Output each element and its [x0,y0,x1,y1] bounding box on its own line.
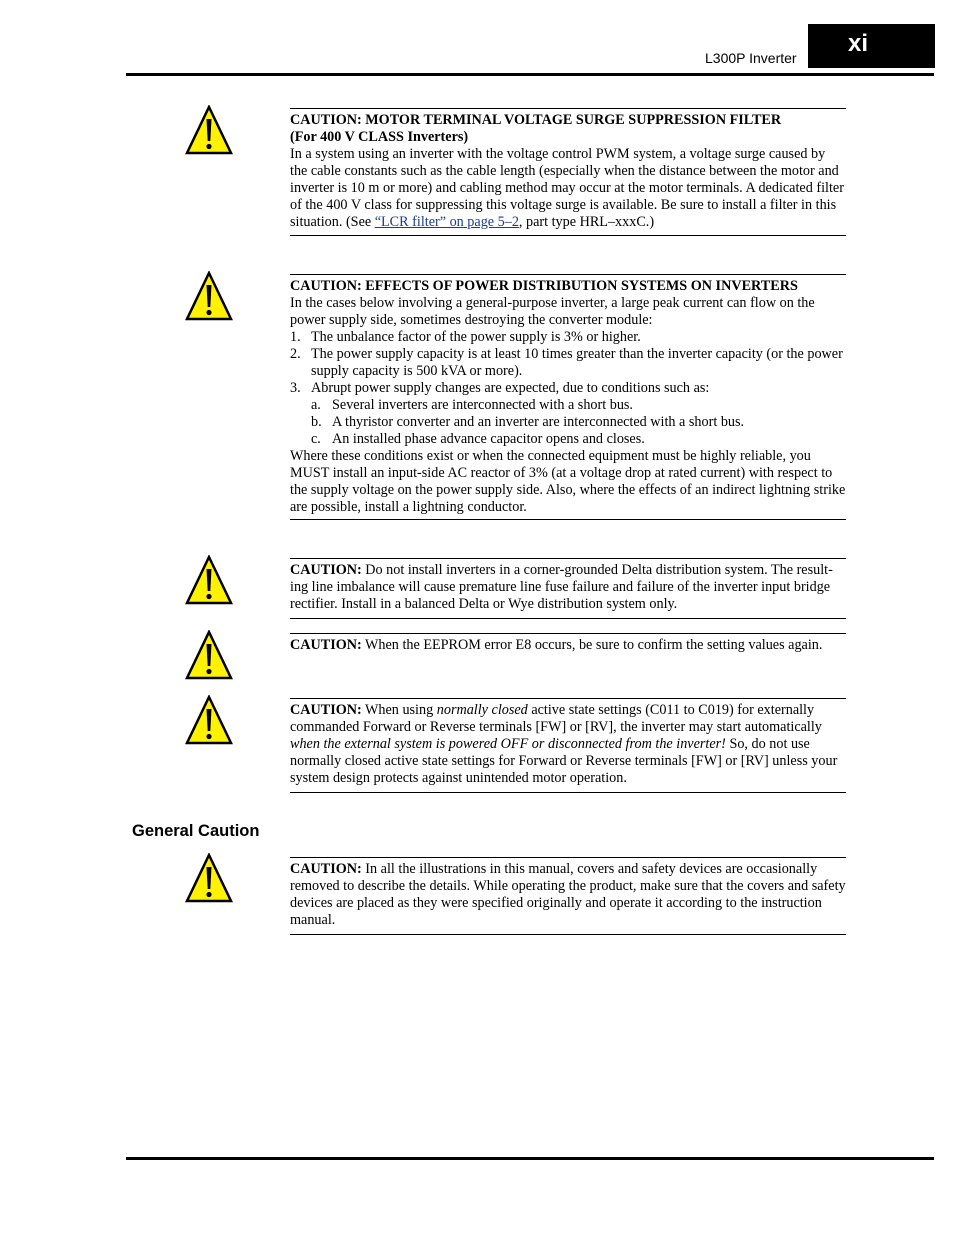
caution-label: CAUTION: [290,861,362,877]
warning-icon [185,695,233,745]
header-rule [126,73,934,76]
caution-subheading: (For 400 V CLASS Inverters) [290,129,469,145]
caution-text: Do not install inverters in a corner-grounded Delta distribution system. The result-ing line imbalance will cause premature line fuse failure and failure of the inverter input bridge rectifier. Install in a balanced Delta or Wye distribution system only. [290,562,833,612]
list-item: 3. Abrupt power supply changes are expected, due to conditions such as: [290,380,710,396]
caution-text: In all the illustrations in this manual, covers and safety devices are occasionally removed to describe the details. While operating the product, make sure that the covers and safety devices are placed as they were specified originally and operate it according to the instruction manual. [290,861,846,928]
caution-normally-closed: CAUTION: When using normally closed active state settings (C011 to C019) for externally commanded Forward or Reverse terminals [FW] or [RV], the inverter may start automatically when the external system is powered OFF or disconnected from the inverter! So, do not use normally closed active state settings for Forward or Reverse terminals [FW] or [RV] unless your system design protects against unintended motor operation. [290,698,846,793]
warning-icon [185,630,233,680]
sub-list-item: a. Several inverters are interconnected with a short bus. [311,397,633,413]
caution-general [290,857,846,935]
caution-delta-grounding [290,558,846,619]
page-number-tab: xi [808,24,935,68]
caution-surge-filter [290,108,846,236]
footer-rule [126,1157,934,1160]
caution-eeprom [290,633,846,661]
caution-heading: CAUTION: MOTOR TERMINAL VOLTAGE SURGE SUPPRESSION FILTER [290,112,782,128]
lcr-filter-link[interactable]: “LCR filter” on page 5–2 [374,214,519,230]
caution-outro: Where these conditions exist or when the connected equipment must be highly reliable, you MUST install an input-side AC reactor of 3% (at a voltage drop at rated current) with respect to the supply voltage on the power supply side. Also, where the effects of an indirect lightning strike are possible, install a lightning conductor. [290,448,846,515]
caution-text: When the EEPROM error E8 occurs, be sure to confirm the setting values again. [361,637,823,653]
warning-icon [185,853,233,903]
warning-icon [185,555,233,605]
caution-label: CAUTION: [290,702,362,718]
caution-label: CAUTION: [290,562,362,578]
caution-power-distribution [290,274,846,520]
caution-intro: In the cases below involving a general-purpose inverter, a large peak current can flow on the power supply side, sometimes destroying the converter module: [290,295,815,328]
caution-body: In a system using an inverter with the voltage control PWM system, a voltage surge caused by the cable constants such as the cable length (especially when the distance between the motor and inverter is 10 m or more) and cabling method may occur at the motor terminals. A dedicated filter of the 400 V class for suppressing this voltage surge is available. Be sure to install a filter in this situation. (See “LCR filter” on page 5–2, part type HRL–xxxC.) [290,146,844,230]
list-item: 2. The power supply capacity is at least 10 times greater than the inverter capacity (or the power supply capacity is 500 kVA or more). [290,346,843,379]
warning-icon [185,271,233,321]
sub-list-item: b. A thyristor converter and an inverter are interconnected with a short bus. [311,414,745,430]
warning-icon [185,105,233,155]
list-item: 1. The unbalance factor of the power supply is 3% or higher. [290,329,641,345]
sub-list-item: c. An installed phase advance capacitor opens and closes. [311,431,645,447]
caution-label: CAUTION: [290,637,362,653]
section-heading: General Caution [132,822,260,840]
caution-heading: CAUTION: EFFECTS OF POWER DISTRIBUTION SYSTEMS ON INVERTERS [290,278,798,294]
header-title: L300P Inverter [705,50,797,66]
